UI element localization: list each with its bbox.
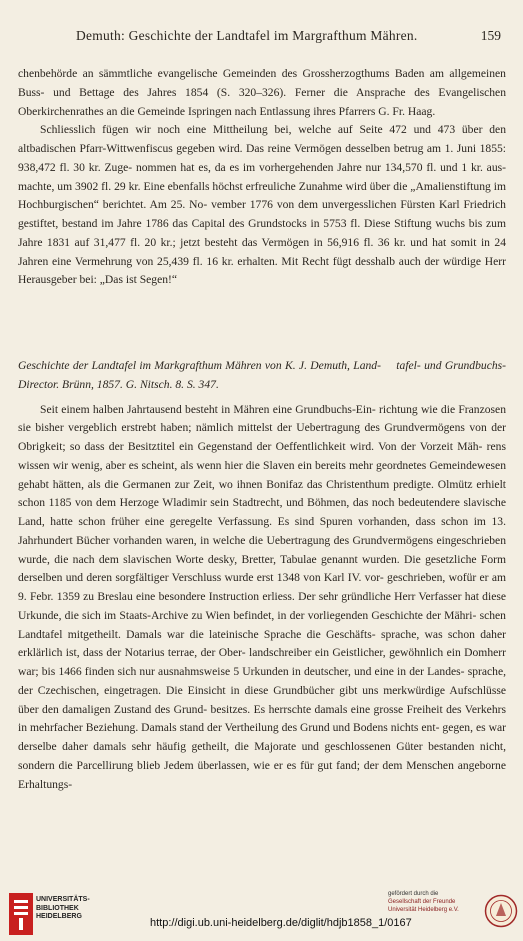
permalink-url[interactable]: http://digi.ub.uni-heidelberg.de/diglit/hdjb1858_1/0167 xyxy=(150,917,412,929)
paragraph-continued xyxy=(18,65,506,121)
text-line: mehr geordnetes Gemeindewesen gehabt hätten, als die Germanen zur Zeit, xyxy=(18,458,506,491)
text-line: Gemeinde Ispringen nach Entlassung ihres Pfarrers G. Fr. Haag. xyxy=(137,104,436,118)
text-line: 16 kr. erhalten. Mit Recht fügt desshalb auch der würdige Herr Herausgeber xyxy=(18,254,506,287)
text-line: wuchs bis zum Jahre 1831 auf 31,477 fl. 20 kr.; jetzt besteht das Vermögen xyxy=(18,217,506,249)
text-line: slavischen Worte desky, Bretter, Tabulae genannt wurden. Die gesetzliche Form xyxy=(123,552,507,566)
citation-line: Geschichte der Landtafel im Markgrafthum Mähren von K. J. Demuth, Land- xyxy=(18,359,381,372)
text-line: erliess. Der sehr gründliche Herr Verfasser hat diese Urkunde, die sich im xyxy=(18,590,507,622)
text-line: und 473 über den altbadischen Pfarr-Wittwenfiscus gegeben wird. Das xyxy=(18,123,506,155)
text-line: reine Vermögen desselben betrug am 1. Juni 1855: 938,472 fl. 30 kr. Zuge- xyxy=(18,142,507,174)
library-name: UNIVERSITÄTS- BIBLIOTHEK HEIDELBERG xyxy=(36,896,90,920)
paragraph-review xyxy=(18,401,506,795)
running-title: Demuth: Geschichte der Landtafel im Margrafthum Mähren. xyxy=(76,28,418,43)
text-line: machte, um 3902 fl. 29 kr. Eine ebenfalls höchst erfreuliche Zunahme wird xyxy=(18,179,367,193)
text-line: überlassen, wie er es für gut fand; der dem Menschen angeborne Erhaltungs- xyxy=(18,758,506,791)
page-number: 159 xyxy=(480,28,501,43)
text-line: mittelst der Uebertragung des Grundvermögens von der Obrigkeit; so dass xyxy=(18,421,507,453)
text-line: derselben und deren sorgfältiger Verschluss wurde erst 1348 von Karl IV. vor- xyxy=(18,571,384,585)
text-line: vorhanden, dass schon im 13. Jahrhundert Bücher vorhanden waren, in welche xyxy=(18,515,506,547)
text-line: Staats-Archive zu Wien befindet, in der vorliegenden Geschichte der Mähri- xyxy=(119,608,477,622)
body-text-top xyxy=(18,65,506,290)
citation-line: tafel- und Grundbuchs-Director. Brünn, 1857. G. Nitsch. 8. S. 347. xyxy=(18,359,507,391)
text-line: gibt uns merkwürdige Aufschlüsse über den damaligen Zustand des Grund- xyxy=(18,683,507,716)
digitization-footer xyxy=(0,886,523,941)
text-line: landschreiber ein Geistlicher, gewöhnlich ein Domherr war; bis 1466 finden xyxy=(18,646,506,678)
text-line: geschlossenen Güter bestanden nicht, sondern die Parcellirung blieb Jedem xyxy=(18,740,506,772)
text-line: dem Herzoge Wladimir sein Stadtrecht, und Böhmen, das noch bedeutendere xyxy=(96,496,460,510)
running-header xyxy=(18,28,501,48)
text-line: bestand im Jahre 1786 das Capital des Grundstocks in 5753 fl. Diese Stiftung xyxy=(62,217,432,230)
sponsor-note: gefördert durch die Gesellschaft der Freunde Universität Heidelberg e.V. xyxy=(388,891,459,913)
library-logo[interactable] xyxy=(6,890,96,938)
text-line: sich nur ausnahmsweise 5 Urkunden in deutscher, und eine in der Landes- xyxy=(117,665,465,678)
text-line: über die „Amalienstiftung im Hochburgischen“ berichtet. Am 25. No- xyxy=(18,179,506,212)
text-line: wo ihnen Bonifaz das Christenthum predigte. Olmütz erhielt schon 1185 von xyxy=(18,477,507,510)
text-line: Schliesslich fügen wir noch eine Mittheilung bei, welche auf Seite 472 xyxy=(40,123,407,137)
body-text-review xyxy=(18,357,506,794)
text-line: Baden am allgemeinen Buss- und Bettage des Jahres 1854 (S. 320–326). xyxy=(18,67,506,99)
book-citation xyxy=(18,357,506,395)
text-line: bei: „Das ist Segen!“ xyxy=(79,273,178,287)
text-line: schen Landtafel mitgetheilt. Damals war die lateinische Sprache die Geschäfts- xyxy=(18,608,506,641)
paragraph-pfarr-wittwenfiscus xyxy=(18,121,506,290)
text-line: sprache, was schon daher erklärlich ist, dass der Notarius terrae, der Ober- xyxy=(18,627,506,660)
text-line: nommen hat es, da es im vorhergehenden Jahre nur 134,570 fl. und 1 kr. aus- xyxy=(135,160,506,174)
text-line: die Uebertragung des Grundvermögens eingeschrieben wurde, die nach dem xyxy=(18,533,506,566)
text-line: besitzes. Es herrschte damals eine grosse Freiheit des Verkehrs in mehrfacher xyxy=(18,702,506,735)
text-line: Ferner die Ansprache des Evangelischen Oberkirchenrathes an die xyxy=(18,85,506,118)
text-line: sprache, der Czechischen, eingetragen. Die Einsicht in diese Grundbücher xyxy=(18,665,506,697)
text-line: vember 1776 von dem unvergesslichen Fürsten Karl Friedrich gestiftet, xyxy=(18,198,506,230)
text-line: richtung wie die Franzosen sie bisher vergeblich erstrebt haben; nämlich xyxy=(18,402,507,435)
text-line: Beziehung. Damals stand der Vertheilung des Grund und Bodens nichts ent- xyxy=(85,721,440,735)
university-seal-icon xyxy=(484,894,518,928)
text-line: der Besitztitel ein Gegenstand der Oeffentlichkeit wird. Von der Vorzeit Mäh- xyxy=(108,440,483,453)
text-line: slavische Land, hatte schon früher eine geregelte Verfassung. Es sind Spuren xyxy=(18,496,506,528)
text-line: geschrieben, wofür er am 9. Febr. 1359 zu Breslau eine besondere Instruction xyxy=(18,571,506,603)
library-mark-icon xyxy=(8,892,34,936)
text-line: gegen, es war derselbe daher damals sehr häufig getheilt, die Majorate und xyxy=(18,721,506,753)
text-line: chenbehörde an sämmtliche evangelische Gemeinden des Grossherzogthums xyxy=(18,67,390,80)
text-line: Seit einem halben Jahrtausend besteht in Mähren eine Grundbuchs-Ein- xyxy=(40,402,376,416)
text-line: rens wissen wir wenig, aber es scheint, als wenn hier die Slaven ein bereits xyxy=(18,440,506,472)
text-line: in 56,916 fl. 36 kr. und hat somit in 24 Jahren eine Vermehrung von 25,439 fl. xyxy=(18,235,506,268)
